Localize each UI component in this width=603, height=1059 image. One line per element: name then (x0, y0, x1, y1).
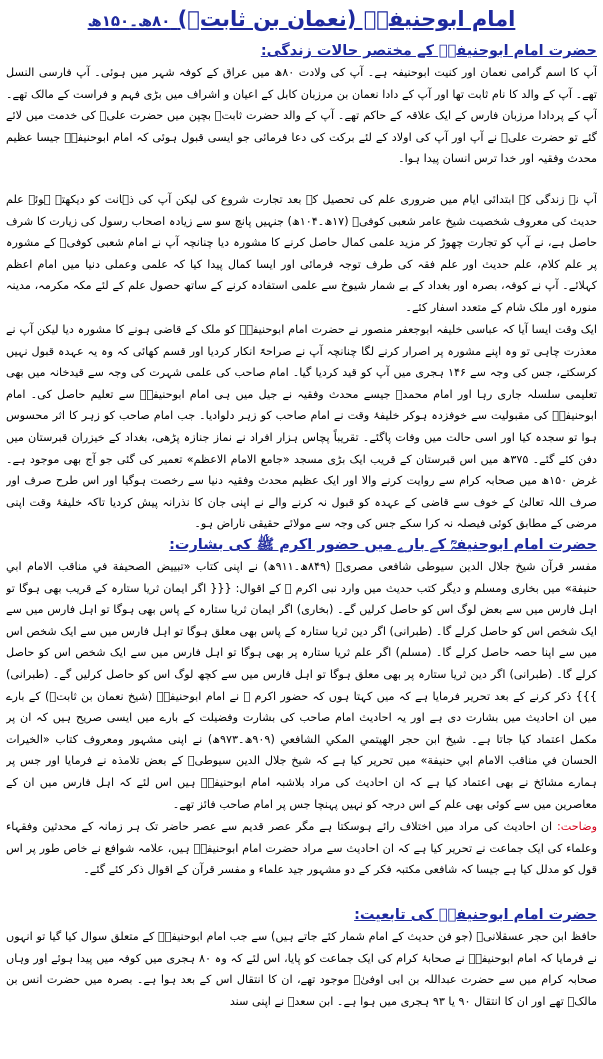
page-title (6, 4, 597, 40)
biography-para-2-wrap (6, 189, 597, 319)
clarification-paragraph (6, 816, 597, 881)
clarification-text: ان احادیث کی مراد میں اختلاف رائے ہوسکتا ہے مگر عصر قدیم سے عصر حاضر تک ہر زمانہ کے محدثین وفقہاء وعلماء کی ایک جماعت نے تحریر کیا ہے کہ ان احادیث سے مراد حضرت امام ابوحنیفہؒ ہیں، علامہ شوافع نے خاص طور پر اس قول کو مدلل کیا ہے جیسا کہ شافعی مکتبہ فکر کے دو مشہور جید علماء و مفسر قرآن کے اقوال ذکر کئے گئے۔ (6, 820, 597, 877)
biography-paragraph: ایک وقت ایسا آیا کہ عباسی خلیفہ ابوجعفر منصور نے حضرت امام ابوحنیفہؒ کو ملک کے قاضی ہونے کا مشورہ دیا لیکن آپ نے معذرت چاہی تو وہ اپنے مشورہ پر اصرار کرنے لگا چنانچہ آپ نے صراحۃً انکار کردیا اور قسم کھائی کہ وہ یہ عہدہ قبول نہیں کرسکتے، جس کی وجہ سے ۱۴۶ ہجری میں آپ کو قید کردیا گیا۔ امام صاحب کی علمی شہرت کی وجہ سے قیدخانہ میں بھی تعلیمی سلسلہ جاری رہا اور امام محمدؒ جیسے محدث وفقیہ نے جیل میں ہی امام ابوحنیفہؒ سے تعلیم حاصل کی۔ امام ابوحنیفہؒ کی مقبولیت سے خوفزدہ ہوکر خلیفۂ وقت نے امام صاحب کو زہر دلوادیا۔ جب امام صاحب کو زہر کا اثر محسوس ہوا تو سجدہ کیا اور اسی حالت میں وفات پاگئے۔ تقریباً پچاس ہزار افراد نے نماز جنازہ پڑھی، بغداد کے خیزران قبرستان میں دفن کئے گئے۔ ۳۷۵ھ میں اس قبرستان کے قریب ایک بڑی مسجد «جامع الامام الاعظم» تعمیر کی گئی جو آج بھی موجود ہے۔ غرض ۱۵۰ھ میں صحابہ کرام سے روایت کرنے والا اور ایک عظیم محدث وفقیہ دنیا سے رخصت ہوگیا اور اس طرح صرف اور صرف اللہ تعالیٰ کے خوف سے قاضی کے عہدہ کو قبول نہ کرنے والے نے اپنی جان کا نذرانہ پیش کردیا تاکہ خلیفۂ وقت اپنی مرضی کے مطابق کوئی فیصلہ نہ کرا سکے جس کی وجہ سے مولائے حقیقی ناراض ہو۔ (6, 323, 597, 531)
title-years: ۸۰ھ۔۱۵۰ھ (87, 12, 171, 30)
biography-para-1-wrap (6, 62, 597, 189)
tabiiyat-paragraph: حافظ ابن حجر عسقلانیؒ (جو فن حدیث کے امام شمار کئے جاتے ہیں) سے جب امام ابوحنیفہؒ کے متعلق سوال کیا گیا تو انہوں نے فرمایا کہ امام ابوحنیفہؒ نے صحابۂ کرام کی ایک جماعت کو پایا، اس لئے کہ وہ ۸۰ ہجری میں کوفہ میں پیدا ہوئے اور وہاں صحابہ کرام میں سے حضرت عبداللہ بن ابی اوفیٰؓ موجود تھے، ان کا انتقال اس کے بعد ہوا ہے۔ بصرہ میں حضرت انس بن مالکؓ تھے اور ان کا انتقال ۹۰ یا ۹۳ ہجری میں ہوا ہے۔ ابن سعدؒ نے اپنی سند (6, 930, 597, 1008)
section-heading-glad-tidings: حضرت امام ابوحنیفہؒ کے بارے میں حضور اکرم ﷺ کی بشارت: (169, 537, 597, 553)
clarification-label: وضاحت: (557, 820, 597, 833)
clarification-wrap (6, 816, 597, 904)
tabiiyat-wrap (6, 926, 597, 1014)
biography-para-3-wrap (6, 319, 597, 534)
biography-paragraph: آپ کا اسم گرامی نعمان اور کنیت ابوحنیفہ ہے۔ آپ کی ولادت ۸۰ھ میں عراق کے کوفہ شہر میں ہوئی۔ آپ فارسی النسل تھے۔ آپ کے والد کا نام ثابت تھا اور آپ کے دادا نعمان بن مرزبان کابل کے اعیان و اشراف میں بڑی فہم و فراست کے مالک تھے۔ آپ کے پردادا مرزبان فارس کے ایک علاقہ کے حاکم تھے۔ آپ کے والد حضرت ثابتؒ بچپن میں حضرت علیؓ کی خدمت میں لائے گئے تو حضرت علیؓ نے آپ اور آپ کی اولاد کے لئے برکت کی دعا فرمائی جو ایسی قبول ہوئی کہ امام ابوحنیفہؒ جیسا عظیم محدث وفقیہ اور خدا ترس انسان پیدا ہوا۔ (6, 66, 597, 166)
biography-paragraph: آپ نے زندگی کے ابتدائی ایام میں ضروری علم کی تحصیل کے بعد تجارت شروع کی لیکن آپ کی ذہانت کو دیکھتے ہوئے علم حدیث کی معروف شخصیت شیخ عامر شعبی کوفیؒ (۱۷ھ۔۱۰۴ھ) جنہیں پانچ سو سے زیادہ اصحاب رسول کی زیارت کا شرف حاصل ہے، نے آپ کو تجارت چھوڑ کر مزید علمی کمال حاصل کرنے کا مشورہ دیا چنانچہ آپ نے امام شعبی کوفیؒ کے مشورہ پر علم کلام، علم حدیث اور علم فقہ کی طرف توجہ فرمائی اور ایسا کمال پیدا کیا کہ علمی وعملی دنیا میں امام اعظم کہلائے۔ آپ نے کوفہ، بصرہ اور بغداد کے بے شمار شیوخ سے علمی استفادہ کرنے کے ساتھ حصول علم کے لئے مکہ مکرمہ، مدینہ منورہ اور ملک شام کے متعدد اسفار کئے۔ (6, 193, 597, 314)
title-main: امام ابوحنیفہؒ (نعمان بن ثابتؒ) (177, 7, 516, 31)
glad-tidings-wrap (6, 556, 597, 816)
section-heading-biography: حضرت امام ابوحنیفہؒ کے مختصر حالات زندگی: (260, 43, 597, 59)
glad-tidings-paragraph: مفسر قرآن شیخ جلال الدین سیوطی شافعی مصریؒ (۸۴۹ھ۔۹۱۱ھ) نے اپنی کتاب «تبییض الصحیفة في مناقب الامام ابي حنيفة» میں بخاری ومسلم و دیگر کتب حدیث میں وارد نبی اکرم ﷺ کے اقوال: {{{ اگر ایمان ثریا ستارہ کے قریب بھی ہوگا تو اہل فارس میں سے بعض لوگ اس کو حاصل کرلیں گے۔ (بخاری) اگر ایمان ثریا ستارہ کے پاس بھی ہوگا تو اہل فارس میں سے ایک شخص اس کو حاصل کرلے گا۔ (طبرانی) اگر دین ثریا ستارہ کے پاس بھی معلق ہوگا تو اہل فارس میں سے ایک شخص اس میں سے اپنا حصہ حاصل کرلے گا۔ (مسلم) اگر علم ثریا ستارہ پر بھی ہوگا تو اہل فارس میں سے ایک شخص اس کو حاصل کرلے گا۔ (طبرانی) اگر دین ثریا ستارہ پر بھی معلق ہوگا تو اہل فارس میں سے کچھ لوگ اس کو حاصل کرلیں گے۔ (طبرانی) }}} ذکر کرنے کے بعد تحریر فرمایا ہے کہ میں کہتا ہوں کہ حضور اکرم ﷺ نے امام ابوحنیفہؒ (شیخ نعمان بن ثابتؒ) کے بارے میں ان احادیث میں بشارت دی ہے اور یہ احادیث امام صاحب کی بشارت وفضیلت کے بارے میں ایسی صریح ہیں کہ ان پر مکمل اعتماد کیا جاتا ہے۔ شیخ ابن حجر الهيتمي المكي الشافعي (۹۰۹ھ۔۹۷۳ھ) نے اپنی مشہور ومعروف کتاب «الخيرات الحسان في مناقب الامام ابي حنيفة» میں تحریر کیا ہے کہ شیخ جلال الدین سیوطیؒ کے بعض تلامذہ نے فرمایا اور جس پر ہمارے مشائخ نے بھی اعتماد کیا ہے کہ ان احادیث کی مراد بلاشبہ امام ابوحنیفہؒ ہیں اس لئے کہ اہل فارس میں ان کے معاصرین میں سے کوئی بھی علم کے اس درجہ کو نہیں پہنچا جس پر امام صاحب فائز تھے۔ (6, 560, 597, 811)
section-heading-tabiiyat: حضرت امام ابوحنیفہؒ کی تابعیت: (354, 907, 597, 923)
